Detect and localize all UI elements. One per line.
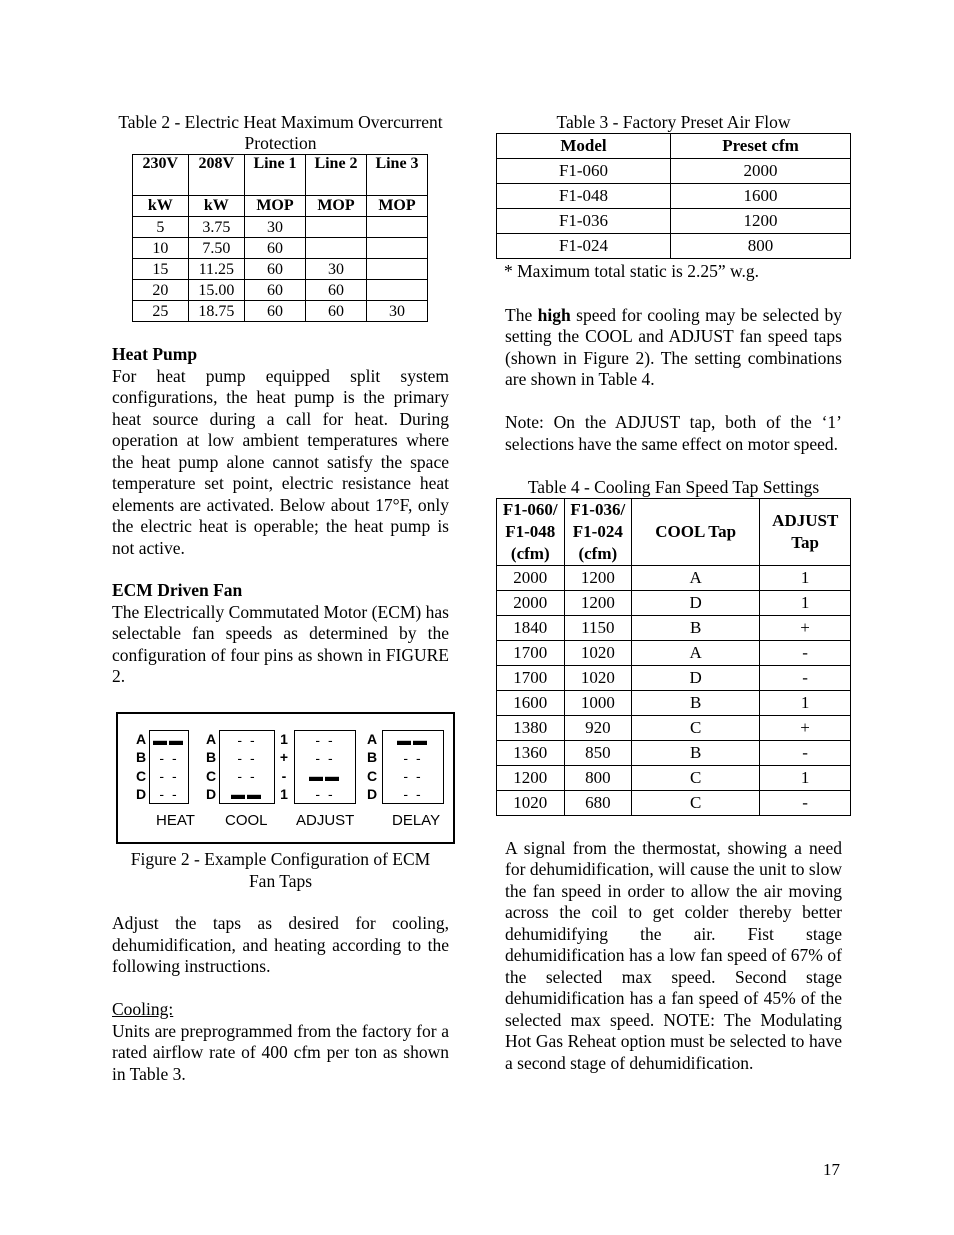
table-cell: A <box>632 641 760 666</box>
table-row <box>497 616 851 641</box>
tap-pin: - - <box>403 785 423 802</box>
table2-header-cell: 230V <box>133 155 189 196</box>
tap-pin: ▬▬ <box>231 785 263 802</box>
tap-letters <box>135 730 147 804</box>
figure2-ecm-taps <box>116 712 455 844</box>
table-cell: 1380 <box>497 716 565 741</box>
table-cell: 1 <box>760 691 851 716</box>
tap-group-label: ADJUST <box>296 811 355 829</box>
table2-header-cell: MOP <box>367 196 428 217</box>
table-cell <box>306 217 367 238</box>
table-cell: F1-048 <box>497 184 671 209</box>
tap-pin-box <box>219 730 275 804</box>
table-cell: 1020 <box>564 666 632 691</box>
table2-header-cell: 208V <box>188 155 244 196</box>
table-row <box>497 791 851 816</box>
adjust-paragraph: Adjust the taps as desired for cooling, dehumidification, and heating according to the following instructions. <box>112 913 449 976</box>
table-cell: F1-060 <box>497 159 671 184</box>
table2-header-cell: Line 2 <box>306 155 367 196</box>
tap-pin: - - <box>237 731 257 748</box>
table4-caption: Table 4 - Cooling Fan Speed Tap Settings <box>527 477 820 497</box>
tap-letter: + <box>279 749 289 765</box>
tap-letter: D <box>205 786 217 802</box>
table-cell: F1-036 <box>497 209 671 234</box>
table-row <box>497 184 851 209</box>
table-cell: 2000 <box>497 591 565 616</box>
tap-letter: 1 <box>280 730 288 747</box>
table-cell: 1 <box>760 566 851 591</box>
table3 <box>496 133 851 259</box>
heat-pump-heading: Heat Pump <box>112 344 198 364</box>
tap-letter: B <box>135 749 147 765</box>
tap-pin-box <box>149 730 189 804</box>
table-cell: 60 <box>245 301 306 322</box>
tap-letter: B <box>366 749 378 765</box>
table-row <box>497 691 851 716</box>
high-speed-paragraph <box>505 305 842 391</box>
table-cell: A <box>632 566 760 591</box>
tap-letter: A <box>205 730 217 747</box>
table-cell: 60 <box>245 280 306 301</box>
table-cell: 1200 <box>671 209 851 234</box>
table-cell: 680 <box>564 791 632 816</box>
ecm-paragraph: The Electrically Commutated Motor (ECM) has selectable fan speeds as determined by the configuration of four pins as shown in FIGURE 2. <box>112 601 449 686</box>
cooling-paragraph: Units are preprogrammed from the factory for a rated airflow rate of 400 cfm per ton as shown in Table 3. <box>112 1020 449 1084</box>
tap-pin: ▬▬ <box>309 767 341 784</box>
cooling-heading: Cooling: <box>112 999 174 1019</box>
table-row <box>133 280 428 301</box>
table-cell: + <box>760 616 851 641</box>
tap-pin: ▬▬ <box>153 731 185 748</box>
tap-pin: - - <box>237 749 257 766</box>
tap-pin: - - <box>403 749 423 766</box>
table-cell: 1200 <box>497 766 565 791</box>
table3-header-row <box>497 134 851 159</box>
tap-letter: D <box>366 786 378 802</box>
tap-letter: 1 <box>280 786 288 802</box>
spacer <box>505 816 842 838</box>
table-cell: 15 <box>133 259 189 280</box>
tap-pin: - - <box>237 767 257 784</box>
spacer <box>112 978 449 1000</box>
table-cell <box>306 238 367 259</box>
table-cell: 30 <box>306 259 367 280</box>
table-cell: 1360 <box>497 741 565 766</box>
table-cell: 1150 <box>564 616 632 641</box>
tap-letters <box>278 730 290 804</box>
table-row <box>133 238 428 259</box>
table-cell: - <box>760 791 851 816</box>
tap-pin: ▬▬ <box>397 731 429 748</box>
table2-header-cell: kW <box>133 196 189 217</box>
table-cell: 2000 <box>497 566 565 591</box>
table-cell: 25 <box>133 301 189 322</box>
table-row <box>497 716 851 741</box>
table-cell: 1 <box>760 766 851 791</box>
tap-group-label: HEAT <box>156 811 195 829</box>
table-cell: - <box>760 641 851 666</box>
table-cell: C <box>632 791 760 816</box>
table-cell: 1840 <box>497 616 565 641</box>
table-row <box>497 209 851 234</box>
tap-letter: A <box>366 730 378 747</box>
table-cell: 60 <box>245 238 306 259</box>
tap-group-label: DELAY <box>392 811 441 829</box>
tap-letter: B <box>205 749 217 765</box>
table3-caption: Table 3 - Factory Preset Air Flow <box>556 112 791 132</box>
table-cell: 1600 <box>671 184 851 209</box>
tap-pin-box <box>294 730 356 804</box>
table4-header-row <box>497 499 851 566</box>
table-cell: D <box>632 666 760 691</box>
table-row <box>497 591 851 616</box>
tap-letter: - <box>281 767 287 784</box>
table-cell: - <box>760 666 851 691</box>
table-cell: 20 <box>133 280 189 301</box>
table-row <box>133 259 428 280</box>
table-cell: 1200 <box>564 566 632 591</box>
table4-header-cell: ADJUST Tap <box>760 499 851 566</box>
table2-header-cell: Line 3 <box>367 155 428 196</box>
table-row <box>133 217 428 238</box>
tap-letter: D <box>135 786 147 802</box>
table3-header-cell: Model <box>497 134 671 159</box>
table-cell: 5 <box>133 217 189 238</box>
table2-header-cell: MOP <box>306 196 367 217</box>
spacer <box>505 391 842 413</box>
table-cell: - <box>760 741 851 766</box>
tap-letter: C <box>366 767 378 784</box>
table-cell: 920 <box>564 716 632 741</box>
table-cell: C <box>632 716 760 741</box>
table-cell: 60 <box>306 280 367 301</box>
figure2-caption: Figure 2 - Example Configuration of ECM Fan Taps <box>130 848 431 891</box>
high-speed-text-before: The <box>505 304 538 325</box>
ecm-heading: ECM Driven Fan <box>112 580 243 600</box>
table-cell: 7.50 <box>188 238 244 259</box>
table2-header-row <box>133 196 428 217</box>
left-column <box>112 112 449 1085</box>
table-cell <box>367 259 428 280</box>
tap-pin-box <box>382 730 444 804</box>
table-row <box>497 159 851 184</box>
table3-note: * Maximum total static is 2.25” w.g. <box>504 261 760 281</box>
table-cell: 800 <box>671 234 851 259</box>
spacer <box>505 283 842 305</box>
table-row <box>497 234 851 259</box>
table-cell: 11.25 <box>188 259 244 280</box>
table-cell: + <box>760 716 851 741</box>
table-row <box>497 741 851 766</box>
tap-pin: - - <box>403 767 423 784</box>
table-cell: 800 <box>564 766 632 791</box>
high-speed-text-after: speed for cooling may be selected by setting the COOL and ADJUST fan speed taps (shown in Figure 2). The setting combinations are shown in Table 4. <box>505 304 842 389</box>
table3-header-cell: Preset cfm <box>671 134 851 159</box>
table-cell: 1600 <box>497 691 565 716</box>
table-cell <box>367 238 428 259</box>
tap-group-label: COOL <box>225 811 268 829</box>
table2-header-cell: MOP <box>245 196 306 217</box>
table-row <box>497 641 851 666</box>
table-cell: 15.00 <box>188 280 244 301</box>
table-cell: 1020 <box>564 641 632 666</box>
table-cell: 60 <box>245 259 306 280</box>
tap-letter: C <box>205 767 217 784</box>
table-cell: 850 <box>564 741 632 766</box>
table-cell: 1700 <box>497 666 565 691</box>
spacer <box>112 892 449 914</box>
table-row <box>497 766 851 791</box>
table-cell: 1 <box>760 591 851 616</box>
table-cell: 1700 <box>497 641 565 666</box>
high-speed-bold: high <box>537 304 571 325</box>
table-cell: 3.75 <box>188 217 244 238</box>
table-cell: 1000 <box>564 691 632 716</box>
tap-letter: C <box>135 767 147 784</box>
right-column <box>496 112 851 1074</box>
table-row <box>133 301 428 322</box>
tap-letters <box>205 730 217 804</box>
table-cell: 30 <box>245 217 306 238</box>
table-cell: B <box>632 741 760 766</box>
table-cell: B <box>632 616 760 641</box>
table2-header-cell: kW <box>188 196 244 217</box>
table-cell: D <box>632 591 760 616</box>
table-cell: F1-024 <box>497 234 671 259</box>
heat-pump-paragraph: For heat pump equipped split system configurations, the heat pump is the primary heat source during a call for heat. During operation at low ambient temperatures where the heat pump alone cannot satisfy the space temperature set point, electric resistance heat elements are activated. Below about 17°F, only the electric heat is operable; the heat pump is not active. <box>112 365 449 558</box>
table4-header-cell: F1-036/ F1-024 (cfm) <box>564 499 632 566</box>
table2 <box>132 154 428 322</box>
adjust-note-paragraph: Note: On the ADJUST tap, both of the ‘1’ selections have the same effect on motor speed. <box>505 412 842 454</box>
table-cell <box>367 217 428 238</box>
table2-caption: Table 2 - Electric Heat Maximum Overcurrent Protection <box>118 112 443 153</box>
table4-header-cell: F1-060/ F1-048 (cfm) <box>497 499 565 566</box>
table-row <box>497 566 851 591</box>
table-cell: 1200 <box>564 591 632 616</box>
table2-header-row <box>133 155 428 196</box>
tap-letters <box>366 730 378 804</box>
table-cell: 2000 <box>671 159 851 184</box>
table-cell: 18.75 <box>188 301 244 322</box>
tap-pin: - - <box>315 785 335 802</box>
table-cell: 1020 <box>497 791 565 816</box>
table4 <box>496 498 851 816</box>
page-number: 17 <box>823 1160 840 1179</box>
table-cell: 60 <box>306 301 367 322</box>
table-cell <box>367 280 428 301</box>
table-cell: B <box>632 691 760 716</box>
table-cell: 10 <box>133 238 189 259</box>
tap-pin: - - <box>315 731 335 748</box>
tap-pin: - - <box>159 749 179 766</box>
table-row <box>497 666 851 691</box>
tap-letter: A <box>135 730 147 747</box>
table2-header-cell: Line 1 <box>245 155 306 196</box>
tap-pin: - - <box>159 767 179 784</box>
table-cell: 30 <box>367 301 428 322</box>
dehumidification-paragraph: A signal from the thermostat, showing a need for dehumidification, will cause the unit to slow the fan speed in order to allow the air moving across the coil to get colder thereby better dehumidifying the air. Fist stage dehumidification has a low fan speed of 67% of the selected max speed. Second stage dehumidification has a fan speed of 45% of the selected max speed. NOTE: The Modulating Hot Gas Reheat option must be selected to have a second stage of dehumidification. <box>505 837 842 1073</box>
tap-pin: - - <box>159 785 179 802</box>
table4-header-cell: COOL Tap <box>632 499 760 566</box>
tap-pin: - - <box>315 749 335 766</box>
table-cell: C <box>632 766 760 791</box>
